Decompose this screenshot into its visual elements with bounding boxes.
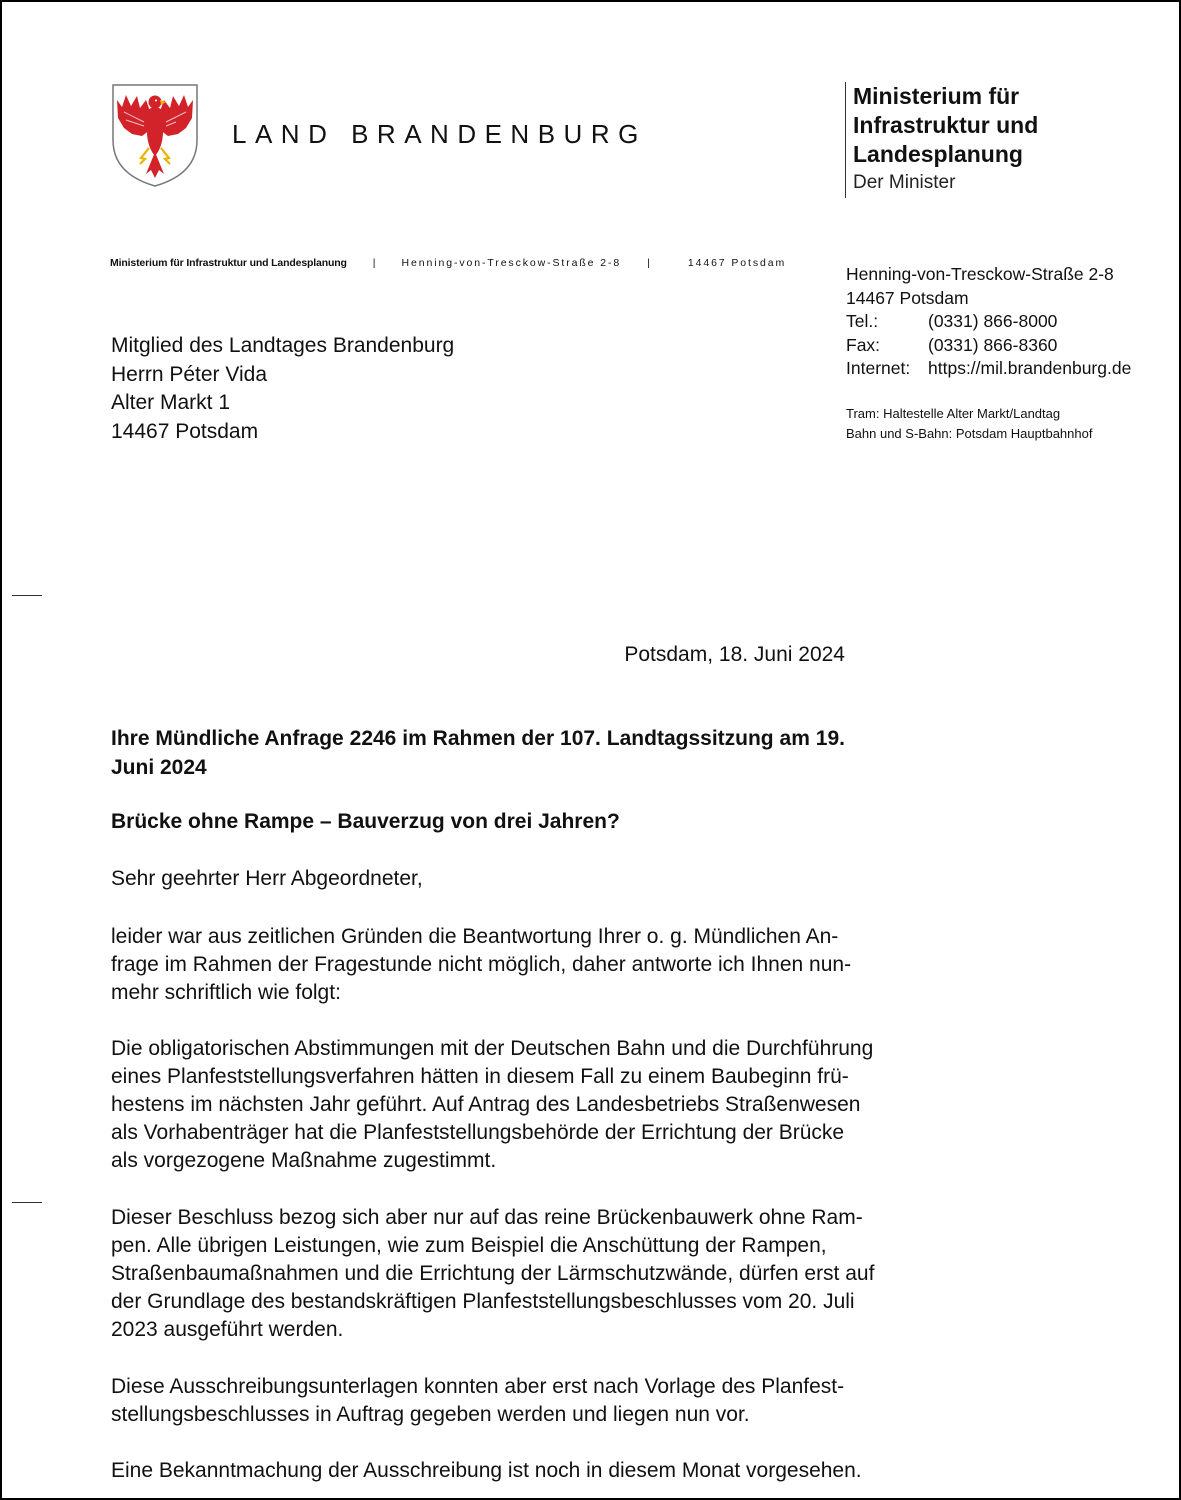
phone-number: (0331) 866-8000 — [928, 311, 1058, 331]
return-address-separator: | — [372, 257, 376, 269]
body-line: pen. Alle übrigen Leistungen, wie zum Beispiel die Anschüttung der Rampen, — [111, 1234, 827, 1257]
body-line: als Vorhabenträger hat die Planfeststellungsbehörde der Errichtung der Brücke — [111, 1121, 845, 1144]
recipient-line: Mitglied des Landtages Brandenburg — [111, 334, 455, 357]
body-line: Straßenbaumaßnahmen und die Errichtung der Lärmschutzwände, dürfen erst auf — [111, 1262, 875, 1285]
contact-label: Fax: — [846, 334, 881, 355]
contact-row-phone — [846, 310, 1131, 334]
recipient-line: Herrn Péter Vida — [111, 362, 268, 386]
body-line: Die obligatorischen Abstimmungen mit der Deutschen Bahn und die Durchführung — [111, 1037, 874, 1060]
return-address-street: Henning-von-Tresckow-Straße 2-8 — [401, 257, 622, 269]
transit-info — [846, 404, 1092, 444]
contact-label: Internet: — [846, 358, 911, 378]
letter-date: Potsdam, 18. Juni 2024 — [624, 643, 845, 666]
body-line: eines Planfeststellungsverfahren hätten in diesem Fall zu einem Baubeginn frü- — [111, 1065, 849, 1088]
body-line: der Grundlage des bestandskräftigen Planfeststellungsbeschlusses vom 20. Juli — [111, 1290, 855, 1313]
salutation: Sehr geehrter Herr Abgeordneter, — [111, 867, 423, 890]
body-line: hestens im nächsten Jahr geführt. Auf Antrag des Landesbetriebs Straßenwesen — [111, 1093, 861, 1116]
recipient-address — [111, 332, 454, 446]
body-line: stellungsbeschlusses in Auftrag gegeben werden und liegen nun vor. — [111, 1403, 750, 1426]
body-line: 2023 ausgeführt werden. — [111, 1318, 344, 1341]
letter-title: Brücke ohne Rampe – Bauverzug von drei Jahren? — [111, 810, 620, 833]
body-paragraph — [111, 1373, 845, 1429]
fold-mark — [12, 595, 42, 596]
contact-street: Henning-von-Tresckow-Straße 2-8 — [846, 264, 1114, 284]
brandenburg-eagle-icon — [110, 82, 200, 188]
fold-mark — [12, 1202, 42, 1203]
ministry-name: Ministerium für Infrastruktur und Landesplanung — [853, 83, 1039, 167]
body-line: frage im Rahmen der Fragestunde nicht möglich, daher antworte ich Ihnen nun- — [111, 953, 852, 976]
body-line: Dieser Beschluss bezog sich aber nur auf das reine Brückenbauwerk ohne Ram- — [111, 1206, 863, 1229]
contact-row-fax — [846, 334, 1131, 358]
website-link[interactable]: https://mil.brandenburg.de — [928, 358, 1132, 378]
return-address-separator: | — [647, 257, 650, 269]
ministry-block — [845, 82, 1083, 198]
recipient-line: Alter Markt 1 — [111, 391, 231, 414]
fax-number: (0331) 866-8360 — [928, 334, 1058, 355]
return-address-city: 14467 Potsdam — [687, 257, 787, 269]
transit-rail: Bahn und S-Bahn: Potsdam Hauptbahnhof — [846, 426, 1093, 441]
return-address-line — [110, 257, 786, 269]
body-line: Eine Bekanntmachung der Ausschreibung ist noch in diesem Monat vorgesehen. — [111, 1459, 862, 1482]
body-line: leider war aus zeitlichen Gründen die Beantwortung Ihrer o. g. Mündlichen An- — [111, 925, 839, 948]
recipient-line: 14467 Potsdam — [111, 419, 259, 443]
body-line: als vorgezogene Maßnahme zugestimmt. — [111, 1149, 497, 1172]
body-paragraph — [111, 923, 852, 1007]
state-name: LAND BRANDENBURG — [232, 119, 647, 149]
body-paragraph — [111, 1204, 875, 1344]
contact-block — [846, 263, 1131, 381]
return-address-org: Ministerium für Infrastruktur und Landesplanung — [110, 257, 347, 269]
contact-row-internet — [846, 357, 1131, 381]
ministry-role: Der Minister — [853, 172, 956, 193]
contact-label: Tel.: — [846, 311, 879, 331]
contact-city: 14467 Potsdam — [846, 287, 969, 308]
body-line: Diese Ausschreibungsunterlagen konnten aber erst nach Vorlage des Planfest- — [111, 1375, 845, 1398]
body-paragraph — [111, 1457, 862, 1485]
transit-tram: Tram: Haltestelle Alter Markt/Landtag — [846, 406, 1061, 421]
body-line: mehr schriftlich wie folgt: — [111, 981, 341, 1004]
letter-subject: Ihre Mündliche Anfrage 2246 im Rahmen der 107. Landtagssitzung am 19. Juni 2024 — [111, 727, 845, 779]
body-paragraph — [111, 1035, 874, 1175]
